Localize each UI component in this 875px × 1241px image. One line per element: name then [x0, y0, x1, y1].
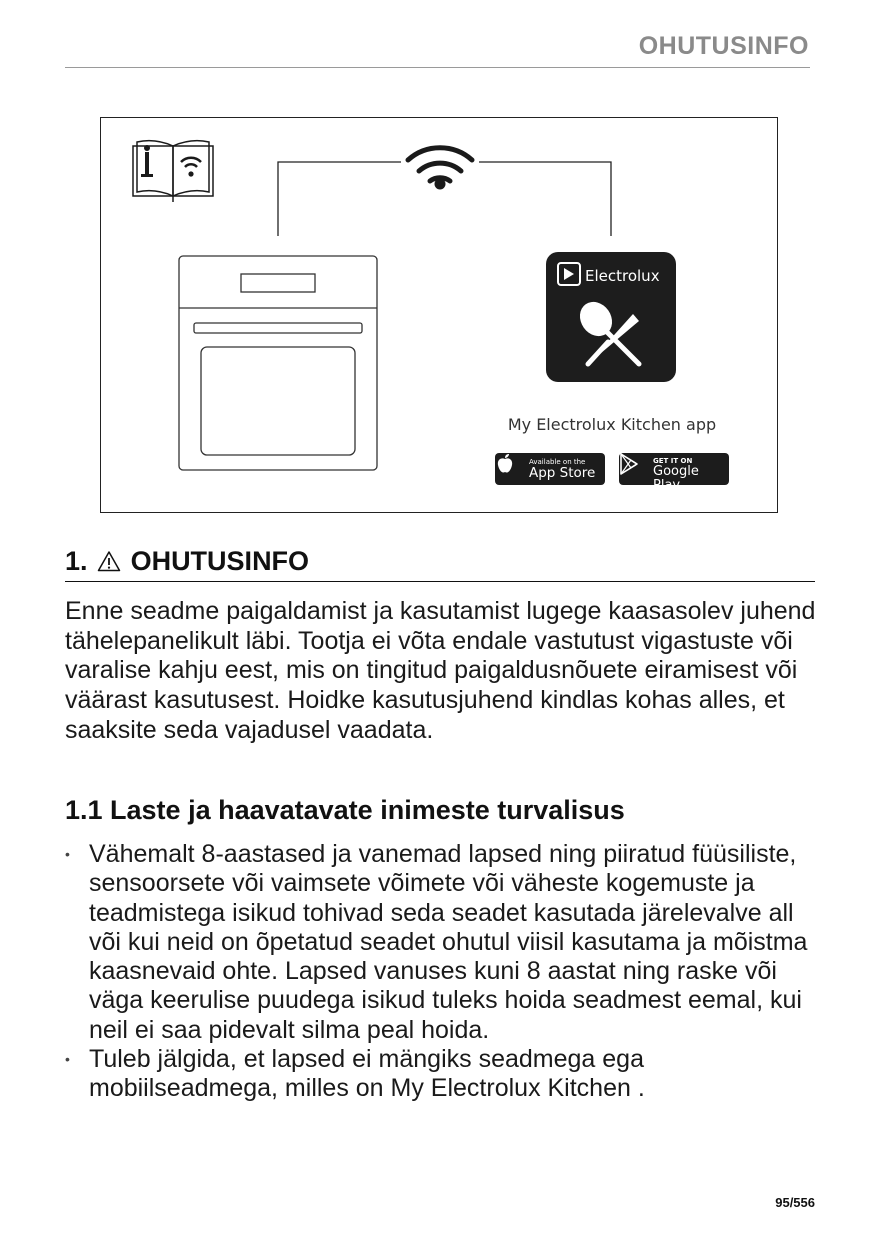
google-play-big-text: Google Play	[653, 464, 699, 493]
page-number: 95/556	[775, 1195, 815, 1210]
list-item	[65, 840, 825, 1045]
section-heading	[65, 546, 309, 579]
safety-bullet-list	[65, 840, 825, 1104]
bullet-dot: •	[65, 846, 70, 862]
bullet-text: Vähemalt 8-aastased ja vanemad lapsed ning piiratud füüsiliste, sensoorsete või vaimsete võimete või väheste kogemuste ja teadmistega isikud tohivad seda seadet kasutada järelevalve all või kui neid on õpetatud seadet ohutul viisil kasutama ja mõistma kaasnevaid ohte. Lapsed vanuses kuni 8 aastat ning raske või väga keerulise puudega isikud tuleks hoida seadmest eemal, kui neil ei saa pidevalt silma peal hoida.	[89, 840, 808, 1044]
electrolux-app-icon	[546, 252, 676, 382]
google-play-icon	[619, 453, 639, 475]
app-store-small-text: Available on the	[529, 458, 586, 466]
intro-paragraph: Enne seadme paigaldamist ja kasutamist lugege kaasasolev juhend tähelepanelikult läbi. Tootja ei võta endale vastutust vigastuste või varalise kahju eest, mis on tingitud paigaldusnõuete eiramisest või väärast kasutusest. Hoidke kasutusjuhend kindlas kohas alles, et saaksite seda vajadusel vaadata.	[65, 597, 816, 744]
page-header-title: OHUTUSINFO	[638, 32, 809, 60]
oven-icon	[179, 256, 377, 470]
section-divider	[65, 581, 815, 582]
section-number: 1.	[65, 546, 88, 576]
app-store-badge[interactable]	[495, 453, 605, 485]
section-title: OHUTUSINFO	[130, 546, 310, 576]
connectivity-illustration	[100, 117, 778, 513]
subsection-title: 1.1 Laste ja haavatavate inimeste turvalisus	[65, 795, 625, 825]
header-divider	[65, 67, 810, 68]
bullet-dot: •	[65, 1051, 70, 1068]
electrolux-brand-text: Electrolux	[585, 267, 660, 285]
list-item	[65, 1045, 825, 1104]
warning-icon	[97, 548, 121, 579]
bullet-text: Tuleb jälgida, et lapsed ei mängiks seadmega ega mobiilseadmega, milles on My Electrolux Kitchen .	[89, 1045, 645, 1103]
wifi-icon	[408, 148, 472, 190]
app-store-big-text: App Store	[529, 465, 596, 481]
connector-line-left	[278, 162, 401, 236]
google-play-small-text: GET IT ON	[653, 457, 693, 465]
connector-line-right	[479, 162, 611, 236]
apple-icon	[495, 453, 515, 475]
app-caption: My Electrolux Kitchen app	[507, 415, 717, 434]
manual-info-wifi-icon	[133, 141, 213, 202]
google-play-badge[interactable]	[619, 453, 729, 493]
